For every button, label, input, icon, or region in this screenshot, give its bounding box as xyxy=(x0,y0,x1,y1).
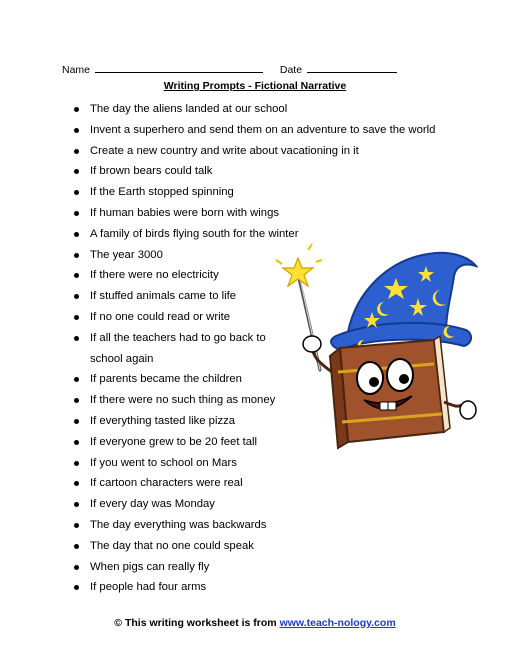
prompt-item: Invent a superhero and send them on an adventure to save the world xyxy=(72,120,435,141)
wizard-hat-icon xyxy=(331,253,476,352)
name-date-row xyxy=(62,62,397,76)
prompt-item: If everything tasted like pizza xyxy=(72,411,435,432)
prompt-item: When pigs can really fly xyxy=(72,557,435,578)
prompt-item: If cartoon characters were real xyxy=(72,473,435,494)
footer-credit xyxy=(0,617,510,629)
prompt-item: If there were no such thing as money xyxy=(72,390,435,411)
prompt-item: If people had four arms xyxy=(72,577,435,598)
prompt-item: If the Earth stopped spinning xyxy=(72,182,435,203)
prompt-item: If human babies were born with wings xyxy=(72,203,435,224)
prompt-item-text: If all the teachers had to go back to school again xyxy=(90,331,266,365)
date-label: Date xyxy=(279,64,303,76)
prompt-item: If stuffed animals came to life xyxy=(72,286,435,307)
prompt-item: The day that no one could speak xyxy=(72,536,435,557)
prompt-item: The day everything was backwards xyxy=(72,515,435,536)
prompt-item: If parents became the children xyxy=(72,369,435,390)
footer-link[interactable]: www.teach-nology.com xyxy=(279,617,396,629)
prompt-item: Create a new country and write about vacationing in it xyxy=(72,141,435,162)
prompt-item: If every day was Monday xyxy=(72,494,435,515)
prompt-item: If you went to school on Mars xyxy=(72,453,435,474)
name-label: Name xyxy=(62,64,91,76)
date-field-line[interactable] xyxy=(307,62,397,73)
prompt-item: The day the aliens landed at our school xyxy=(72,99,435,120)
book-character-icon xyxy=(303,336,476,448)
prompt-item: A family of birds flying south for the winter xyxy=(72,224,435,245)
prompt-item: The year 3000 xyxy=(72,245,435,266)
wizard-book-illustration xyxy=(268,232,478,452)
footer-text: © This writing worksheet is from xyxy=(114,617,277,629)
worksheet-title: Writing Prompts - Fictional Narrative xyxy=(163,80,347,92)
prompt-item: If everyone grew to be 20 feet tall xyxy=(72,432,435,453)
prompt-item: If brown bears could talk xyxy=(72,161,435,182)
prompt-item: If there were no electricity xyxy=(72,265,435,286)
prompt-item: If no one could read or write xyxy=(72,307,435,328)
name-field-line[interactable] xyxy=(95,62,263,73)
